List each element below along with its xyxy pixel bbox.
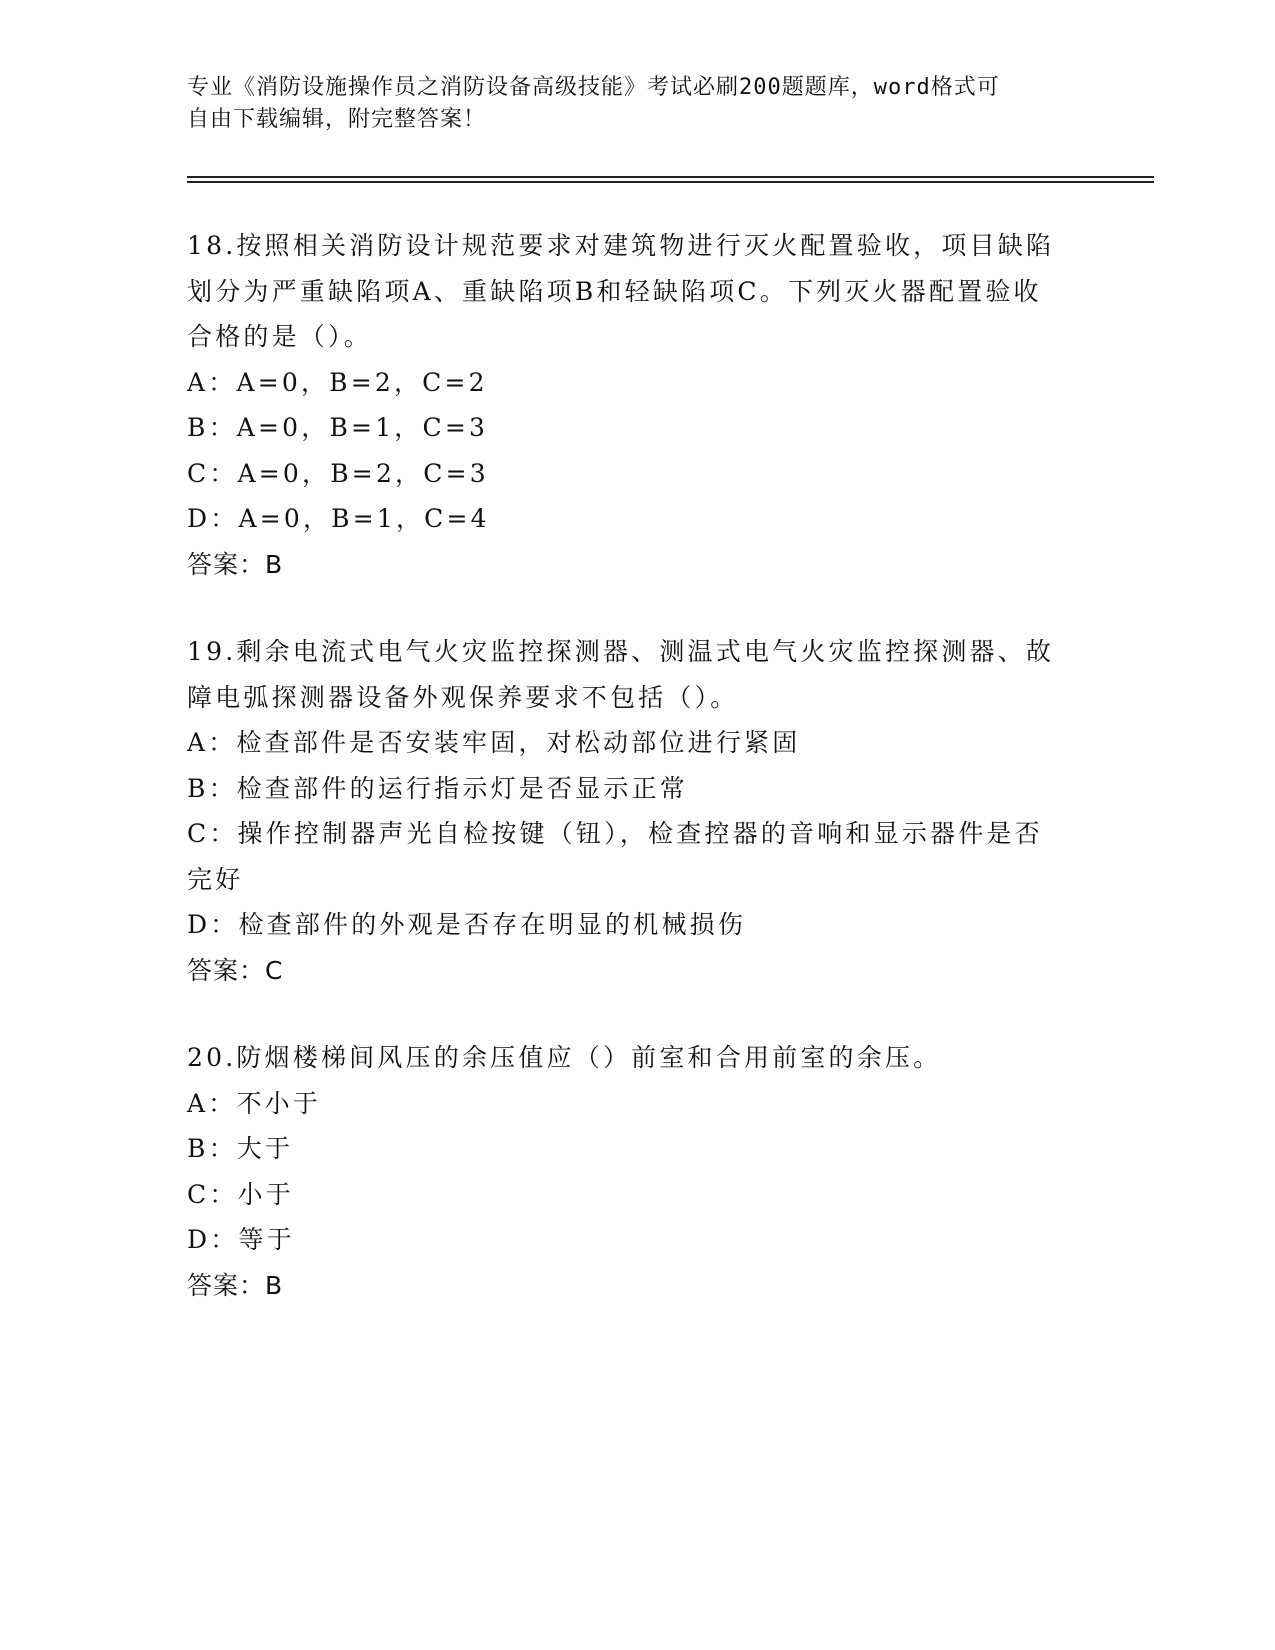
option-c: C：操作控制器声光自检按键（钮），检查控器的音响和显示器件是否 bbox=[187, 819, 1043, 848]
question-text-line: 18.按照相关消防设计规范要求对建筑物进行灭火配置验收，项目缺陷 bbox=[187, 231, 1055, 260]
option-d: D：A=0，B=1，C=4 bbox=[187, 504, 490, 533]
option-b: B：A=0，B=1，C=3 bbox=[187, 413, 489, 442]
header-divider-bottom bbox=[187, 181, 1154, 183]
question-spacer bbox=[187, 993, 1087, 1035]
option-c-continued: 完好 bbox=[187, 864, 244, 894]
option-d: D：检查部件的外观是否存在明显的机械损伤 bbox=[187, 910, 747, 939]
header-divider-top bbox=[187, 176, 1154, 178]
option-b: B：大于 bbox=[187, 1134, 294, 1163]
option-a: A：A=0，B=2，C=2 bbox=[187, 367, 488, 397]
option-c: C：小于 bbox=[187, 1179, 294, 1209]
question-text-line: 合格的是（）。 bbox=[187, 322, 372, 351]
question-text-line: 19.剩余电流式电气火灾监控探测器、测温式电气火灾监控探测器、故 bbox=[187, 637, 1055, 666]
question-19 bbox=[187, 629, 1087, 993]
option-b: B：检查部件的运行指示灯是否显示正常 bbox=[187, 773, 688, 803]
option-c: C：A=0，B=2，C=3 bbox=[187, 458, 489, 488]
option-a: A：不小于 bbox=[187, 1088, 322, 1118]
answer-text: 答案：B bbox=[187, 549, 284, 579]
question-18 bbox=[187, 223, 1087, 587]
header-line-2: 自由下载编辑，附完整答案！ bbox=[187, 107, 487, 132]
option-a: A：检查部件是否安装牢固，对松动部位进行紧固 bbox=[187, 728, 801, 757]
answer-text: 答案：C bbox=[187, 955, 284, 985]
document-header bbox=[187, 72, 1087, 136]
question-text-line: 障电弧探测器设备外观保养要求不包括（）。 bbox=[187, 682, 739, 712]
question-text-line: 20.防烟楼梯间风压的余压值应（）前室和合用前室的余压。 bbox=[187, 1043, 942, 1072]
question-list bbox=[187, 223, 1087, 1308]
question-20 bbox=[187, 1035, 1087, 1308]
option-d: D：等于 bbox=[187, 1225, 295, 1254]
question-text-line: 划分为严重缺陷项A、重缺陷项B和轻缺陷项C。下列灭火器配置验收 bbox=[187, 276, 1042, 306]
answer-text: 答案：B bbox=[187, 1270, 284, 1300]
header-line-1: 专业《消防设施操作员之消防设备高级技能》考试必刷200题题库，word格式可 bbox=[187, 75, 1000, 100]
question-spacer bbox=[187, 587, 1087, 629]
